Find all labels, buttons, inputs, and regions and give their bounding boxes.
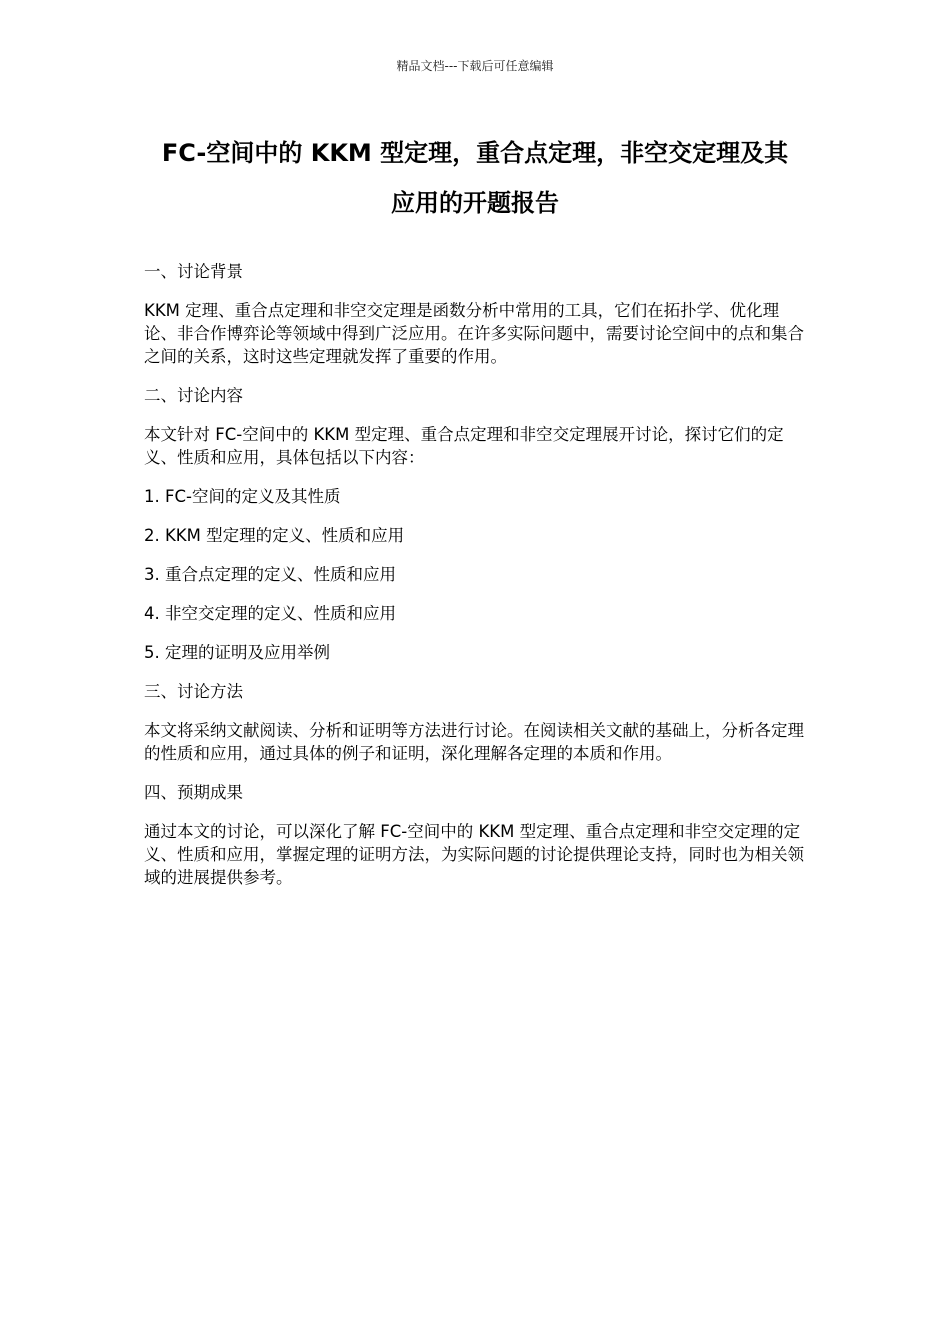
list-item: 1. FC-空间的定义及其性质 bbox=[144, 487, 341, 506]
section-heading-content: 二、讨论内容 bbox=[144, 386, 243, 405]
section-paragraph-background: KKM 定理、重合点定理和非空交定理是函数分析中常用的工具，它们在拓扑学、优化理论、非合作博弈论等领域中得到广泛应用。在许多实际问题中，需要讨论空间中的点和集合之间的关系，这时这些定理就发挥了重要的作用。 bbox=[144, 301, 804, 366]
title-line-2: 应用的开题报告 bbox=[391, 189, 559, 217]
document-body bbox=[144, 260, 806, 905]
section-heading-method: 三、讨论方法 bbox=[144, 682, 243, 701]
section-paragraph-method: 本文将采纳文献阅读、分析和证明等方法进行讨论。在阅读相关文献的基础上，分析各定理的性质和应用，通过具体的例子和证明，深化理解各定理的本质和作用。 bbox=[144, 721, 804, 763]
section-heading-background: 一、讨论背景 bbox=[144, 262, 243, 281]
section-heading-results: 四、预期成果 bbox=[144, 783, 243, 802]
page-header: 精品文档---下载后可任意编辑 bbox=[396, 59, 554, 73]
section-paragraph-content: 本文针对 FC-空间中的 KKM 型定理、重合点定理和非空交定理展开讨论，探讨它们的定义、性质和应用，具体包括以下内容： bbox=[144, 425, 784, 467]
document-title bbox=[140, 128, 810, 228]
list-item: 4. 非空交定理的定义、性质和应用 bbox=[144, 604, 396, 623]
section-paragraph-results: 通过本文的讨论，可以深化了解 FC-空间中的 KKM 型定理、重合点定理和非空交定理的定义、性质和应用，掌握定理的证明方法，为实际问题的讨论提供理论支持，同时也为相关领域的进展提供参考。 bbox=[144, 822, 804, 887]
list-item: 3. 重合点定理的定义、性质和应用 bbox=[144, 565, 396, 584]
title-line-1: FC-空间中的 KKM 型定理，重合点定理，非空交定理及其 bbox=[161, 139, 789, 167]
list-item: 5. 定理的证明及应用举例 bbox=[144, 643, 330, 662]
list-item: 2. KKM 型定理的定义、性质和应用 bbox=[144, 526, 405, 545]
